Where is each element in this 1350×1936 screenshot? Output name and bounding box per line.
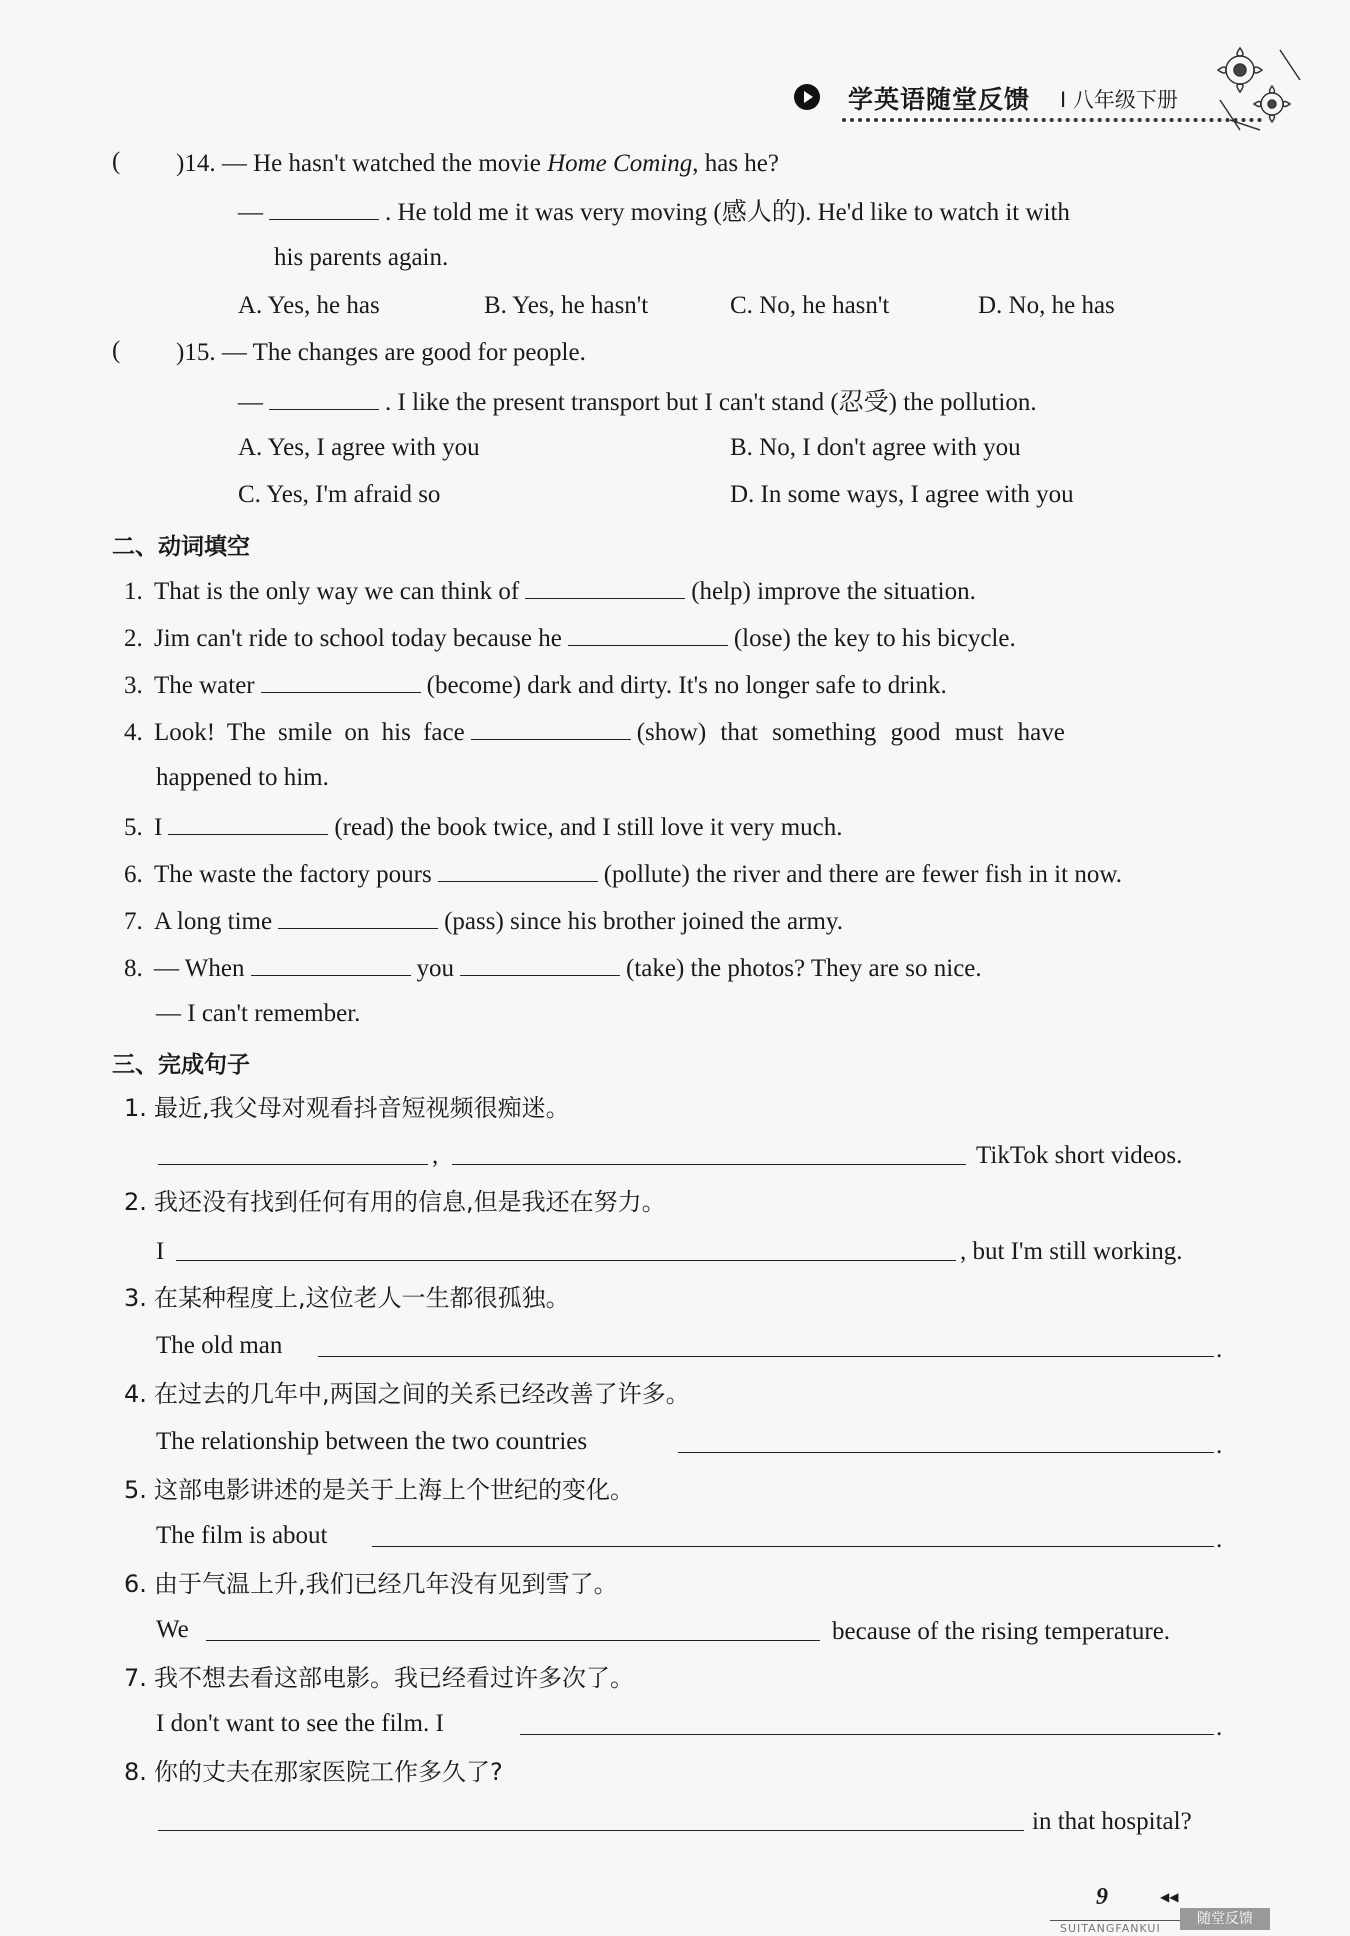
option-15-d[interactable]: D. In some ways, I agree with you: [730, 481, 1074, 508]
verb-item-2: 2. Jim can't ride to school today because he (lose) the key to his bicycle.: [124, 621, 1016, 655]
question-15-response-text: . I like the present transport but I can't stand (忍受) the pollution.: [385, 389, 1037, 416]
option-15-c[interactable]: C. Yes, I'm afraid so: [238, 481, 441, 508]
answer-blank[interactable]: [460, 951, 620, 976]
answer-blank[interactable]: [471, 715, 631, 740]
double-left-arrow-icon: ◀◀: [1160, 1890, 1179, 1904]
answer-line[interactable]: [158, 1830, 1024, 1831]
question-15: [176, 337, 586, 369]
option-14-c[interactable]: C. No, he hasn't: [730, 292, 890, 319]
verb-item-8: 8. — When you (take) the photos? They are so nice.: [124, 951, 982, 985]
header-grade: [1060, 84, 1178, 114]
question-15-number: )15.: [176, 339, 216, 366]
response-dash: —: [238, 199, 263, 226]
verb-item-8-reply: — I can't remember.: [156, 1000, 361, 1027]
question-14-response-text: . He told me it was very moving (感人的). He'd like to watch it with: [385, 199, 1070, 226]
option-14-d[interactable]: D. No, he has: [978, 292, 1115, 319]
answer-line[interactable]: [372, 1546, 1214, 1547]
answer-paren-open-15: (: [112, 337, 121, 364]
question-14-number: )14.: [176, 150, 216, 177]
movie-title: Home Coming: [547, 150, 693, 177]
flower-decoration-icon: [1200, 30, 1310, 140]
sentence-5-lead: The film is about: [156, 1522, 328, 1549]
page-number: 9: [1096, 1884, 1108, 1910]
sentence-item-3-prompt: 3. 在某种程度上,这位老人一生都很孤独。: [124, 1284, 570, 1312]
answer-blank[interactable]: [525, 574, 685, 599]
sentence-5-tail: .: [1216, 1526, 1223, 1553]
footer-pinyin: SUITANGFANKUI: [1060, 1922, 1161, 1935]
verb-item-5: 5. I (read) the book twice, and I still love it very much.: [124, 810, 843, 844]
option-14-a[interactable]: A. Yes, he has: [238, 292, 380, 319]
answer-blank[interactable]: [269, 385, 379, 410]
answer-line[interactable]: [158, 1164, 428, 1165]
sentence-1-tail: TikTok short videos.: [976, 1142, 1183, 1169]
question-14-response-cont: his parents again.: [274, 244, 449, 271]
sentence-3-lead: The old man: [156, 1332, 283, 1359]
sentence-3-tail: .: [1216, 1336, 1223, 1363]
question-14-response: [238, 195, 1070, 229]
sentence-4-tail: .: [1216, 1432, 1223, 1459]
question-14-prompt: — He hasn't watched the movie: [221, 150, 541, 177]
question-14-tail: , has he?: [692, 150, 779, 177]
sentence-item-1-prompt: 1. 最近,我父母对观看抖音短视频很痴迷。: [124, 1094, 570, 1122]
verb-item-4: 4. Look! The smile on his face (show) that something good must have: [124, 715, 1234, 749]
answer-blank[interactable]: [278, 904, 438, 929]
verb-item-4-cont: happened to him.: [156, 764, 329, 791]
answer-paren-open-14: (: [112, 148, 121, 175]
sentence-item-6-prompt: 6. 由于气温上升,我们已经几年没有见到雪了。: [124, 1570, 618, 1598]
footer-tag: 随堂反馈: [1180, 1908, 1270, 1930]
sentence-7-tail: .: [1216, 1714, 1223, 1741]
answer-line[interactable]: [452, 1164, 966, 1165]
option-14-b[interactable]: B. Yes, he hasn't: [484, 292, 649, 319]
answer-line[interactable]: [520, 1734, 1214, 1735]
sentence-item-5-prompt: 5. 这部电影讲述的是关于上海上个世纪的变化。: [124, 1476, 634, 1504]
answer-blank[interactable]: [269, 195, 379, 220]
answer-blank[interactable]: [251, 951, 411, 976]
header-separator: I: [1060, 88, 1067, 112]
sentence-item-7-prompt: 7. 我不想去看这部电影。我已经看过许多次了。: [124, 1664, 634, 1692]
section-2-title: 二、动词填空: [112, 534, 250, 560]
sentence-4-lead: The relationship between the two countries: [156, 1428, 588, 1455]
sentence-item-2-prompt: 2. 我还没有找到任何有用的信息,但是我还在努力。: [124, 1188, 666, 1216]
header-title: 学英语随堂反馈: [848, 85, 1031, 114]
sentence-item-8-prompt: 8. 你的丈夫在那家医院工作多久了?: [124, 1758, 503, 1786]
sentence-6-tail: because of the rising temperature.: [832, 1618, 1171, 1645]
header-dotted-rule: [842, 118, 1262, 122]
option-15-a[interactable]: A. Yes, I agree with you: [238, 434, 480, 461]
sentence-item-4-prompt: 4. 在过去的几年中,两国之间的关系已经改善了许多。: [124, 1380, 690, 1408]
response-dash: —: [238, 389, 263, 416]
answer-line[interactable]: [206, 1640, 820, 1641]
answer-blank[interactable]: [568, 621, 728, 646]
sentence-2-lead: I: [156, 1238, 165, 1265]
play-icon: [794, 84, 820, 110]
answer-line[interactable]: [318, 1356, 1214, 1357]
header-grade-text: 八年级下册: [1072, 88, 1178, 112]
option-15-b[interactable]: B. No, I don't agree with you: [730, 434, 1021, 461]
sentence-1-comma: ,: [432, 1142, 439, 1169]
section-3-title: 三、完成句子: [112, 1052, 250, 1078]
answer-line[interactable]: [678, 1452, 1214, 1453]
verb-item-3: 3. The water (become) dark and dirty. It's no longer safe to drink.: [124, 668, 947, 702]
sentence-2-tail: , but I'm still working.: [960, 1238, 1183, 1265]
sentence-8-tail: in that hospital?: [1032, 1808, 1192, 1835]
verb-item-7: 7. A long time (pass) since his brother joined the army.: [124, 904, 843, 938]
verb-item-1: 1. That is the only way we can think of (help) improve the situation.: [124, 574, 976, 608]
question-15-response: [238, 385, 1037, 419]
answer-blank[interactable]: [261, 668, 421, 693]
question-15-prompt: — The changes are good for people.: [221, 339, 586, 366]
verb-item-6: 6. The waste the factory pours (pollute) the river and there are fewer fish in it now.: [124, 857, 1122, 891]
answer-blank[interactable]: [438, 857, 598, 882]
question-14: [176, 148, 779, 180]
answer-line[interactable]: [176, 1260, 956, 1261]
answer-blank[interactable]: [168, 810, 328, 835]
sentence-7-lead: I don't want to see the film. I: [156, 1710, 444, 1737]
sentence-6-lead: We: [156, 1616, 189, 1643]
